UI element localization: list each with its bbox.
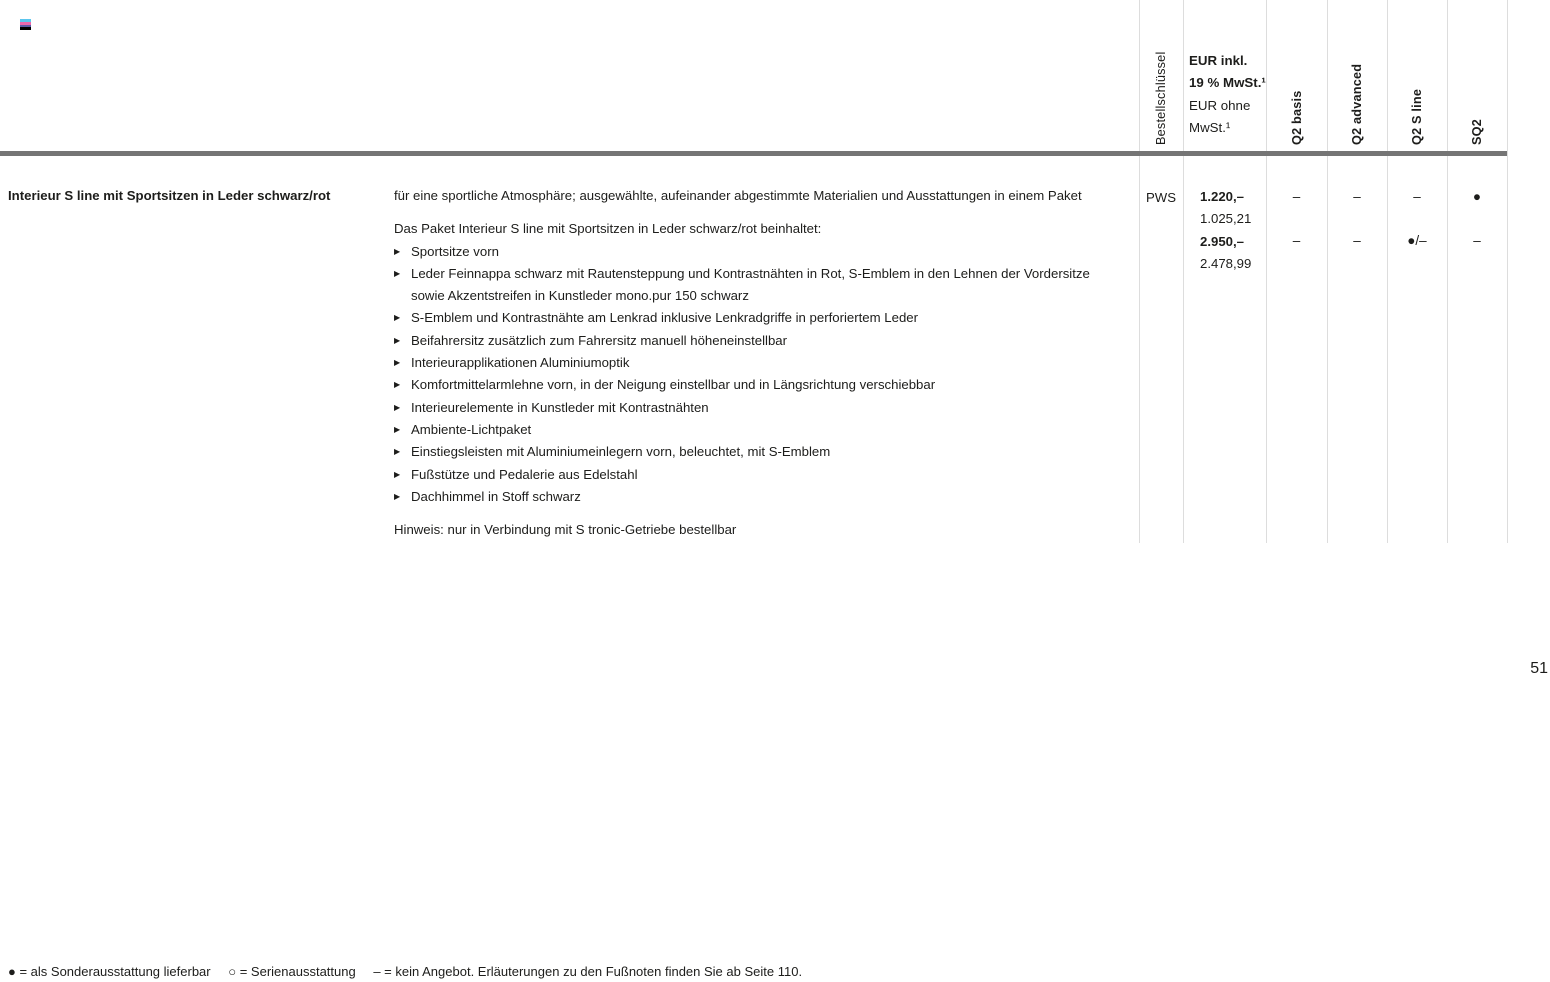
- feature-list-item: [394, 419, 1110, 441]
- availability-q2-advanced-row2: –: [1353, 233, 1361, 248]
- page-number: 51: [1530, 660, 1548, 677]
- availability-q2-s-line-row2: ●/–: [1407, 233, 1427, 248]
- bullet-triangle-icon: ▶: [394, 313, 401, 323]
- feature-item-text: S-Emblem und Kontrastnähte am Lenkrad inklusive Lenkradgriffe in perforiertem Leder: [411, 310, 919, 326]
- feature-list-item: [394, 486, 1110, 508]
- price-header-line: EUR inkl.: [1189, 53, 1248, 68]
- footnote-legend: [8, 964, 802, 979]
- column-header-sq2: [1447, 0, 1507, 145]
- price-gross: 1.220,–: [1200, 189, 1244, 204]
- bullet-triangle-icon: ▶: [394, 447, 401, 457]
- availability-sq2-row2: –: [1473, 233, 1481, 248]
- bullet-triangle-icon: ▶: [394, 469, 401, 479]
- price-net: 2.478,99: [1200, 255, 1252, 271]
- price-header-line: 19 % MwSt.¹: [1189, 75, 1266, 91]
- legend-standard-equipment: ○ = Serienausstattung: [228, 964, 356, 979]
- feature-item-text: Ambiente-Lichtpaket: [411, 421, 532, 437]
- column-divider: [1183, 0, 1184, 543]
- feature-item-text: Beifahrersitz zusätzlich zum Fahrersitz manuell höheneinstellbar: [411, 332, 788, 348]
- feature-item-text: Einstiegsleisten mit Aluminiumeinlegern vorn, beleuchtet, mit S-Emblem: [411, 444, 831, 460]
- price-header-line: EUR ohne: [1189, 97, 1251, 113]
- column-header-label: SQ2: [1470, 119, 1484, 145]
- bullet-triangle-icon: ▶: [394, 268, 401, 278]
- option-intro: für eine sportliche Atmosphäre; ausgewählte, aufeinander abgestimmte Materialien und Ausstattungen in einem Paket: [394, 188, 1082, 203]
- option-title: Interieur S line mit Sportsitzen in Leder schwarz/rot: [8, 188, 331, 203]
- feature-list-item: [394, 241, 1110, 263]
- bullet-triangle-icon: ▶: [394, 335, 401, 345]
- bullet-triangle-icon: ▶: [394, 402, 401, 412]
- bullet-triangle-icon: ▶: [394, 246, 401, 256]
- feature-list-item: [394, 374, 1110, 396]
- bullet-triangle-icon: ▶: [394, 380, 401, 390]
- feature-item-text: Fußstütze und Pedalerie aus Edelstahl: [411, 466, 638, 482]
- legend-not-available: – = kein Angebot. Erläuterungen zu den Fußnoten finden Sie ab Seite 110.: [373, 964, 803, 979]
- availability-q2-basis-row2: –: [1292, 233, 1301, 248]
- column-header-label: Q2 S line: [1410, 88, 1424, 145]
- order-code-cell: PWS: [1145, 190, 1177, 205]
- feature-item-text: Leder Feinnappa schwarz mit Rautensteppung und Kontrastnähten in Rot, S-Emblem in den Lehnen der Vordersitze sowie Akzentstreifen in Kunstleder mono.pur 150 schwarz: [411, 265, 1090, 304]
- feature-list-item: [394, 330, 1110, 352]
- column-header-order-code: [1139, 0, 1183, 145]
- price-net: 1.025,21: [1200, 211, 1252, 227]
- availability-q2-advanced-row1: –: [1353, 189, 1361, 204]
- bullet-triangle-icon: ▶: [394, 358, 401, 368]
- price-header-line: MwSt.¹: [1189, 119, 1231, 135]
- column-header-q2-advanced: [1327, 0, 1387, 145]
- feature-item-text: Interieurapplikationen Aluminiumoptik: [411, 355, 630, 371]
- feature-list: [394, 241, 1110, 509]
- column-header-label: Q2 advanced: [1350, 63, 1364, 145]
- feature-list-item: [394, 352, 1110, 374]
- feature-list-item: [394, 263, 1110, 308]
- availability-q2-s-line-row1: –: [1413, 189, 1421, 204]
- column-header-label: Bestellschlüssel: [1154, 51, 1168, 145]
- option-note: Hinweis: nur in Verbindung mit S tronic-Getriebe bestellbar: [394, 522, 737, 538]
- bullet-triangle-icon: ▶: [394, 424, 401, 434]
- feature-list-item: [394, 397, 1110, 419]
- header-divider-bar: [0, 151, 1507, 156]
- feature-item-text: Interieurelemente in Kunstleder mit Kontrastnähten: [411, 399, 709, 415]
- column-header-label: Q2 basis: [1289, 90, 1304, 145]
- column-header-price: [1189, 50, 1266, 139]
- price-cell: [1200, 186, 1251, 275]
- column-divider: [1507, 0, 1508, 543]
- feature-item-text: Komfortmittelarmlehne vorn, in der Neigung einstellbar und in Längsrichtung verschiebbar: [411, 377, 936, 393]
- color-registration-mark-icon: [20, 19, 31, 30]
- feature-list-item: [394, 464, 1110, 486]
- bullet-triangle-icon: ▶: [394, 491, 401, 501]
- column-header-q2-s-line: [1387, 0, 1447, 145]
- legend-optional-equipment: ● = als Sonderausstattung lieferbar: [8, 964, 211, 979]
- availability-sq2-row1: ●: [1472, 189, 1482, 204]
- package-includes-heading: Das Paket Interieur S line mit Sportsitzen in Leder schwarz/rot beinhaltet:: [394, 221, 822, 237]
- column-header-q2-basis: [1266, 0, 1327, 145]
- feature-item-text: Dachhimmel in Stoff schwarz: [411, 488, 581, 504]
- feature-list-item: [394, 441, 1110, 463]
- price-gross: 2.950,–: [1200, 233, 1244, 249]
- availability-q2-basis-row1: –: [1292, 189, 1301, 204]
- option-description: [394, 185, 1110, 541]
- feature-list-item: [394, 307, 1110, 329]
- feature-item-text: Sportsitze vorn: [411, 243, 499, 259]
